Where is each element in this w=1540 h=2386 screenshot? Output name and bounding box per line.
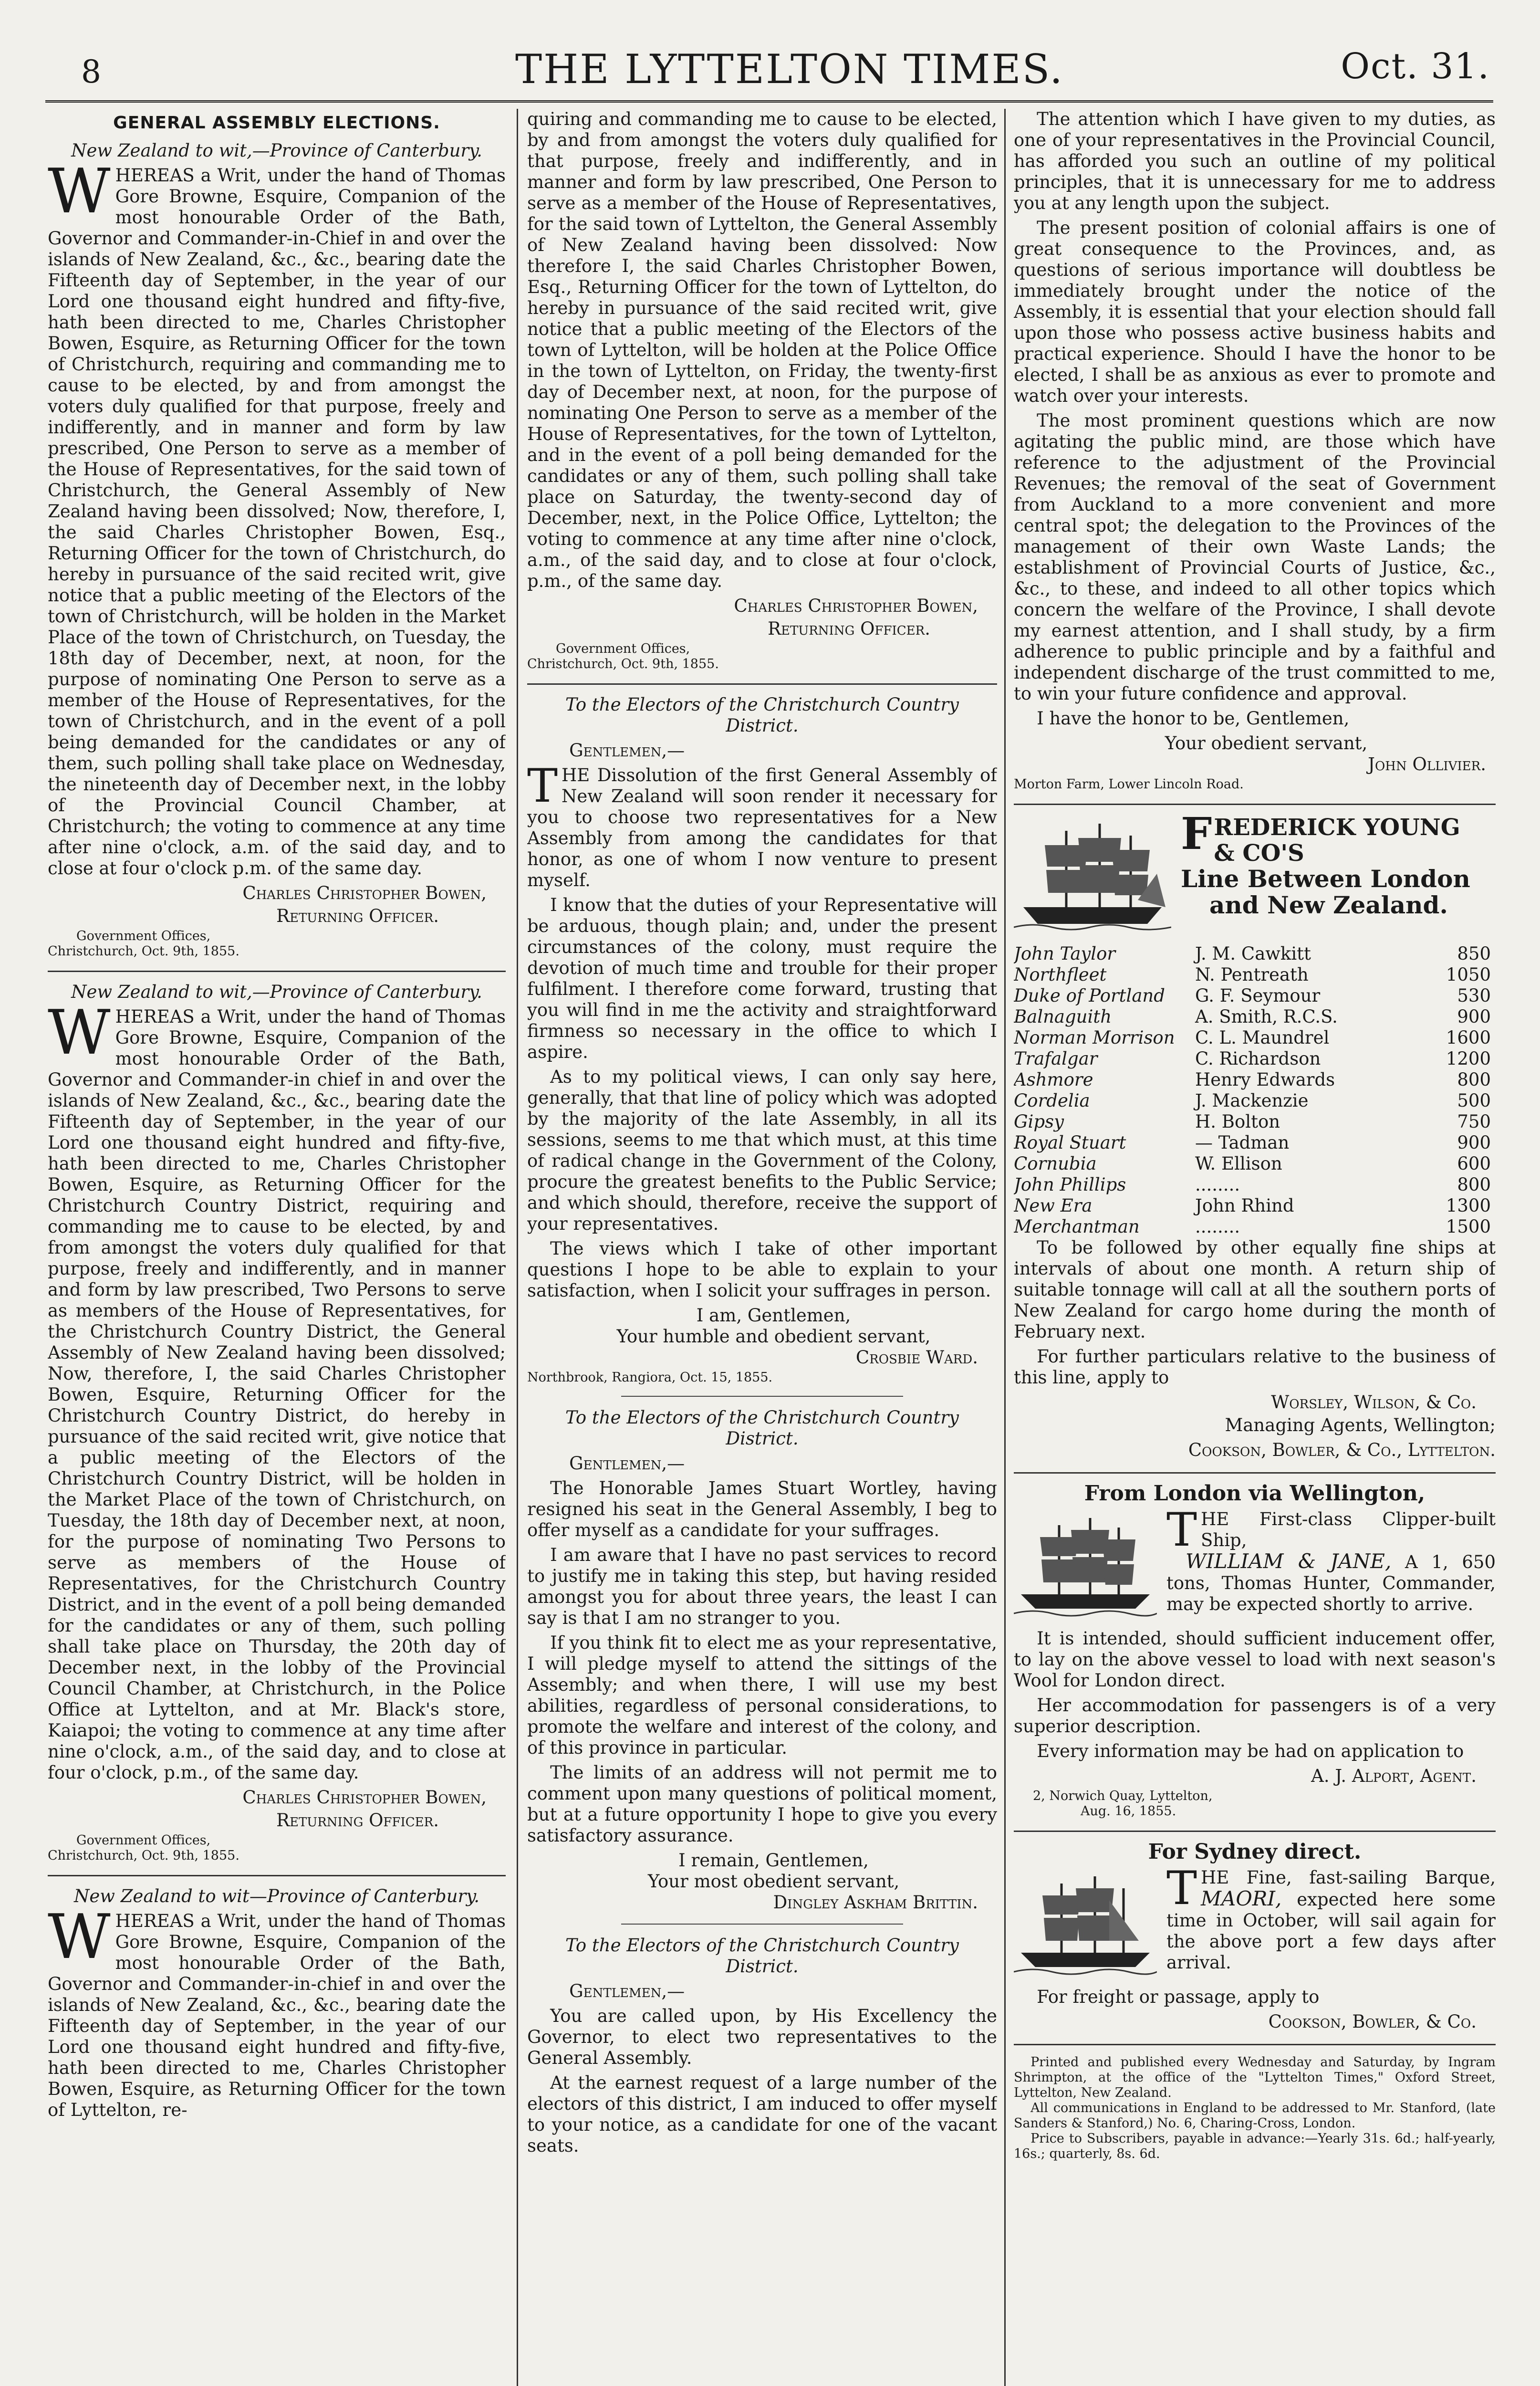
- ship-row: [1014, 1111, 1496, 1132]
- closing-line: Your obedient servant,: [1165, 733, 1368, 753]
- imprint-text: Printed and published every Wednesday and Saturday, by Ingram Shrimpton, at the office of the "Lyttelton Times," Oxford Street, Lyttelton, New Zealand.: [1014, 2055, 1496, 2100]
- address-paragraph: The attention which I have given to my duties, as one of your representatives in the Provincial Council, has afforded you such an outline of my political principles, that it is unnecessary for me to address you at any length upon the subject.: [1014, 109, 1496, 213]
- advert-paragraph: To be followed by other equally fine ships at intervals of about one month. A return ship of suitable tonnage will call at all the southern ports of New Zealand for cargo home during the month of February next.: [1014, 1237, 1496, 1342]
- ship-name: New Era: [1014, 1195, 1093, 1216]
- address-subhead: To the Electors of the Christchurch Country District.: [565, 1407, 959, 1449]
- ship-tonnage: 800: [1457, 1174, 1491, 1195]
- advert-title: REDERICK YOUNG: [1214, 815, 1460, 841]
- address-ollivier: [1014, 109, 1496, 792]
- ship-tonnage: 850: [1457, 943, 1491, 964]
- ship-row: [1014, 1132, 1496, 1153]
- ship-name: Balnaguith: [1014, 1006, 1112, 1027]
- advert-paragraph: Her accommodation for passengers is of a very superior description.: [1014, 1695, 1496, 1737]
- ship-captain: Henry Edwards: [1195, 1069, 1335, 1090]
- advert-title: From London via Wellington,: [1084, 1481, 1426, 1506]
- advert-paragraph: For freight or passage, apply to: [1037, 1987, 1320, 2007]
- ship-captain: W. Ellison: [1195, 1153, 1282, 1174]
- advert-william-jane: [1014, 1483, 1496, 1819]
- notice-role: Returning Officer.: [276, 1810, 439, 1831]
- ship-row: [1014, 1195, 1496, 1216]
- salutation: Gentlemen,—: [569, 1981, 685, 2001]
- address-paragraph: As to my political views, I can only say here, generally, that that line of policy which was adopted by the majority of the late Assembly, in all its sessions, seems to me that which must, at this time of radical change in the Government of the Colony, procure the greatest benefits to the Public Service; and which should, therefore, receive the support of your representatives.: [527, 1067, 997, 1234]
- sailing-ship-illustration: [1014, 1511, 1157, 1621]
- advert-title: & CO'S: [1214, 840, 1304, 867]
- ship-tonnage: 900: [1457, 1006, 1491, 1027]
- ship-list: [1014, 943, 1496, 1237]
- column-divider: [517, 109, 518, 2386]
- ship-name: Cordelia: [1014, 1090, 1090, 1111]
- notice-body: HEREAS a Writ, under the hand of Thomas Gore Browne, Esquire, Companion of the most honourable Order of the Bath, Governor and Commander-in chief in and over the islands of New Zealand, &c., &c., bearing date the Fifteenth day of September, in the year of our Lord one thousand eight hundred and fifty-five, hath been directed to me, Charles Christopher Bowen, Esquire, as Returning Officer for the Christchurch Country District, requiring and commanding me to cause to be elected, by and from amongst the voters duly qualified for that purpose, freely and indifferently, and in manner and form by law prescribed, Two Persons to serve as members of the House of Representatives, for the Christchurch Country District, the General Assembly of New Zealand having been dissolved; Now, therefore, I, the said Charles Christopher Bowen, Esquire, Returning Officer for the Christchurch Country District, do hereby in pursuance of the said recited writ, give notice that a public meeting of the Electors of the Christchurch Country District, will be holden in the Market Place of the town of Christchurch, on Tuesday, the 18th day of December next, at noon, for the purpose of nominating Two Persons to serve as members of the House of Representatives, for the Christchurch Country District, and in the event of a poll being demanded for the candidates or any of them, such polling shall take place on Thursday, the 20th day of December next, in the lobby of the Provincial Council Chamber, at Christchurch, in the Police Office at Lyttelton, and at Mr. Black's store, Kaiapoi; the voting to commence at any time after nine o'clock, a.m., of the said day, and to close at four o'clock, p.m., of the same day.: [48, 1006, 506, 1783]
- ship-name: Duke of Portland: [1014, 985, 1165, 1006]
- ship-name: WILLIAM & JANE,: [1186, 1549, 1392, 1573]
- drop-cap: T: [1166, 1867, 1197, 1915]
- address-place: Morton Farm, Lower Lincoln Road.: [1014, 777, 1244, 792]
- ship-captain: J. M. Cawkitt: [1195, 943, 1311, 964]
- ship-row: [1014, 1153, 1496, 1174]
- column-divider: [1004, 109, 1006, 2386]
- column-2: [527, 109, 997, 2386]
- notice-country-district: [48, 982, 506, 1863]
- address-paragraph: HE Dissolution of the first General Assembly of New Zealand will soon render it necessary for you to choose two representatives for a New Assembly from among the candidates for that honor, as one of whom I now venture to present myself.: [527, 765, 997, 890]
- ship-tonnage: 900: [1457, 1132, 1491, 1153]
- advert-date: Aug. 16, 1855.: [1081, 1804, 1176, 1819]
- ship-row: [1014, 1174, 1496, 1195]
- address-signer: John Ollivier.: [1368, 754, 1486, 774]
- address-paragraph: The most prominent questions which are now agitating the public mind, are those which have reference to the adjustment of the Provincial Revenues; the removal of the seat of Government from Auckland to a more convenient and more central spot; the delegation to the Provinces of the management of their own Waste Lands; the establishment of Provincial Courts of Justice, &c., &c., to these, and indeed to all other topics which concern the welfare of the Province, I shall devote my earnest attention, and I shall study, by a firm adherence to public principle and by a faithful and independent discharge of the trust committed to me, to win your future confidence and approval.: [1014, 410, 1496, 704]
- ship-name: MAORI,: [1201, 1887, 1282, 1910]
- salutation: Gentlemen,—: [569, 740, 685, 761]
- imprint: [1014, 2055, 1496, 2162]
- divider: [527, 683, 997, 685]
- notice-office: Government Offices,: [76, 929, 211, 943]
- ship-name: Norman Morrison: [1014, 1027, 1175, 1048]
- advert-title: Line Between London: [1181, 865, 1470, 893]
- address-signer: Dingley Askham Brittin.: [773, 1892, 978, 1913]
- address-paragraph: I am aware that I have no past services to record to justify me in taking this step, but having resided amongst you for about three years, the least I can say is that I am no stranger to you.: [527, 1545, 997, 1628]
- advert-paragraph: A 1, 650 tons, Thomas Hunter, Commander, may be expected shortly to arrive.: [1166, 1552, 1496, 1614]
- notice-subhead: New Zealand to wit,—Province of Canterbury.: [71, 140, 482, 161]
- advert-title: and New Zealand.: [1209, 891, 1448, 919]
- sailing-ship-illustration: [1014, 1869, 1157, 1979]
- address-paragraph: You are called upon, by His Excellency the Governor, to elect two representatives to the General Assembly.: [527, 2006, 997, 2068]
- address-paragraph: At the earnest request of a large number of the electors of this district, I am induced to offer myself to your notice, as a candidate for one of the vacant seats.: [527, 2072, 997, 2156]
- ship-row: [1014, 1090, 1496, 1111]
- notice-subhead: New Zealand to wit,—Province of Canterbury.: [71, 982, 482, 1002]
- ship-row: [1014, 1069, 1496, 1090]
- ship-row: [1014, 1216, 1496, 1237]
- ship-name: Royal Stuart: [1014, 1132, 1126, 1153]
- divider: [48, 1875, 506, 1876]
- ship-captain: G. F. Seymour: [1195, 985, 1321, 1006]
- address-signer: Crosbie Ward.: [855, 1347, 978, 1368]
- advert-paragraph: Every information may be had on application to: [1037, 1741, 1464, 1761]
- salutation: Gentlemen,—: [569, 1453, 685, 1474]
- ship-name: Ashmore: [1014, 1069, 1093, 1090]
- ship-captain: N. Pentreath: [1195, 964, 1309, 985]
- advert-intro: HE Fine, fast-sailing Barque,: [1201, 1867, 1496, 1888]
- closing-line: Your most obedient servant,: [647, 1871, 900, 1892]
- ship-row: [1014, 1027, 1496, 1048]
- ship-captain: ........: [1195, 1174, 1240, 1195]
- closing-line: I have the honor to be, Gentlemen,: [1037, 708, 1350, 729]
- address-ward: [527, 694, 997, 1385]
- ship-row: [1014, 1006, 1496, 1027]
- drop-cap: F: [1181, 815, 1212, 859]
- masthead: [0, 0, 1540, 100]
- agent-role: Managing Agents, Wellington;: [1225, 1415, 1496, 1435]
- ship-tonnage: 600: [1457, 1153, 1491, 1174]
- ship-name: Merchantman: [1014, 1216, 1140, 1237]
- address-subhead: To the Electors of the Christchurch Country District.: [565, 694, 959, 736]
- ship-captain: C. L. Maundrel: [1195, 1027, 1330, 1048]
- notice-role: Returning Officer.: [768, 618, 930, 639]
- advert-body: [1014, 1867, 1496, 1982]
- ship-tonnage: 1500: [1446, 1216, 1491, 1237]
- address-third: [527, 1935, 997, 2156]
- notice-body: HEREAS a Writ, under the hand of Thomas Gore Browne, Esquire, Companion of the most honourable Order of the Bath, Governor and Commander-in-chief in and over the islands of New Zealand, &c., &c., bearing date the Fifteenth day of September, in the year of our Lord one thousand eight hundred and fifty-five, hath been directed to me, Charles Christopher Bowen, Esquire, as Returning Officer for the town of Lyttelton, re-: [48, 1911, 506, 2120]
- agent-name: Cookson, Bowler, & Co., Lyttelton.: [1188, 1440, 1496, 1460]
- ship-tonnage: 1600: [1446, 1027, 1491, 1048]
- address-subhead: To the Electors of the Christchurch Country District.: [565, 1935, 959, 1977]
- drop-cap: W: [48, 1902, 111, 1973]
- address-paragraph: I know that the duties of your Representative will be arduous, though plain; and, under the present circumstances of the colony, must require the devotion of much time and trouble for their proper fulfilment. I therefore come forward, trusting that you will find in me the activity and straightforward firmness so necessary in the office to which I aspire.: [527, 895, 997, 1062]
- newspaper-title: THE LYTTELTON TIMES.: [515, 46, 1064, 93]
- ship-row: [1014, 985, 1496, 1006]
- ship-row: [1014, 943, 1496, 964]
- ship-name: Gipsy: [1014, 1111, 1064, 1132]
- advert-intro: HE First-class Clipper-built Ship,: [1201, 1509, 1496, 1550]
- notice-subhead: New Zealand to wit—Province of Canterbury.: [74, 1886, 479, 1906]
- address-paragraph: The Honorable James Stuart Wortley, having resigned his seat in the General Assembly, I beg to offer myself as a candidate for your suffrages.: [527, 1478, 997, 1540]
- notice-office: Government Offices,: [76, 1833, 211, 1848]
- notice-lyttelton-continued: [527, 109, 997, 672]
- closing-line: I remain, Gentlemen,: [678, 1850, 869, 1871]
- advert-frederick-young: [1014, 815, 1496, 939]
- divider: [621, 1924, 903, 1925]
- address-place-date: Northbrook, Rangiora, Oct. 15, 1855.: [527, 1370, 773, 1385]
- ship-tonnage: 530: [1457, 985, 1491, 1006]
- advert-body: [1014, 1509, 1496, 1623]
- agent-address: 2, Norwich Quay, Lyttelton,: [1033, 1789, 1213, 1803]
- notice-lyttelton: [48, 1886, 506, 2121]
- notice-body: HEREAS a Writ, under the hand of Thomas Gore Browne, Esquire, Companion of the most honourable Order of the Bath, Governor and Commander-in-Chief in and over the islands of New Zealand, &c., &c., bearing date the Fifteenth day of September, in the year of our Lord one thousand eight hundred and fifty-five, hath been directed to me, Charles Christopher Bowen, Esquire, as Returning Officer for the town of Christchurch, requiring and commanding me to cause to be elected, by and from amongst the voters duly qualified for that purpose, freely and indifferently, and in manner and form by law prescribed, One Person to serve as a member of the House of Representatives, for the said town of Christchurch, the General Assembly of New Zealand having been dissolved; Now, therefore, I, the said Charles Christopher Bowen, Esq., Returning Officer for the town of Christchurch, do hereby in pursuance of the said recited writ, give notice that a public meeting of the Electors of the town of Christchurch, will be holden in the Market Place of the town of Christchurch, on Tuesday, the 18th day of December, next, at noon, for the purpose of nominating One Person to serve as a member of the House of Representatives, for the town of Christchurch, and in the event of a poll being demanded for the candidates or any of them, such polling shall take place on Wednesday, the nineteenth day of December next, in the lobby of the Provincial Council Chamber, at Christchurch; the voting to commence at any time after nine o'clock, a.m. of the said day, and to close at four o'clock p.m. of the same day.: [48, 165, 506, 879]
- ship-tonnage: 500: [1457, 1090, 1491, 1111]
- notice-place-date: Christchurch, Oct. 9th, 1855.: [527, 657, 719, 671]
- ship-name: Northfleet: [1014, 964, 1107, 985]
- notice-signer: Charles Christopher Bowen,: [242, 1787, 487, 1808]
- ship-tonnage: 800: [1457, 1069, 1491, 1090]
- ship-tonnage: 1200: [1446, 1048, 1491, 1069]
- imprint-text: Price to Subscribers, payable in advance:—Yearly 31s. 6d.; half-yearly, 16s.; quarterly, 8s. 6d.: [1014, 2131, 1496, 2161]
- masthead-rule: [45, 100, 1493, 103]
- ship-captain: H. Bolton: [1195, 1111, 1280, 1132]
- advert-paragraph: expected here some time in October, will sail again for the above port a few days after arrival.: [1166, 1889, 1496, 1973]
- divider: [1014, 2044, 1496, 2045]
- address-paragraph: The views which I take of other important questions I hope to be able to explain to your satisfaction, when I solicit your suffrages in person.: [527, 1238, 997, 1301]
- ship-captain: John Rhind: [1195, 1195, 1294, 1216]
- section-heading: GENERAL ASSEMBLY ELECTIONS.: [113, 113, 440, 133]
- drop-cap: T: [1166, 1509, 1197, 1557]
- agent-name: A. J. Alport, Agent.: [1311, 1766, 1477, 1786]
- ship-captain: A. Smith, R.C.S.: [1195, 1006, 1338, 1027]
- address-paragraph: If you think fit to elect me as your representative, I will pledge myself to attend the sittings of the Assembly; and when there, I will use my best abilities, regardless of personal considerations, to promote the welfare and interest of the colony, and of this province in particular.: [527, 1633, 997, 1758]
- notice-office: Government Offices,: [556, 641, 690, 656]
- notice-role: Returning Officer.: [276, 906, 439, 926]
- ship-name: John Taylor: [1014, 943, 1116, 964]
- ship-name: Cornubia: [1014, 1153, 1097, 1174]
- notice-signer: Charles Christopher Bowen,: [734, 596, 978, 616]
- divider: [48, 971, 506, 972]
- divider: [1014, 1831, 1496, 1832]
- page-number: 8: [81, 53, 101, 90]
- ship-name: Trafalgar: [1014, 1048, 1098, 1069]
- advert-maori: [1014, 1842, 1496, 2032]
- drop-cap: W: [48, 156, 111, 227]
- ship-tonnage: 1050: [1446, 964, 1491, 985]
- closing-line: I am, Gentlemen,: [696, 1305, 851, 1326]
- divider: [1014, 804, 1496, 805]
- ship-captain: ........: [1195, 1216, 1240, 1237]
- address-paragraph: The limits of an address will not permit me to comment upon many questions of political moment, but at a future opportunity I hope to give you every satisfactory assurance.: [527, 1762, 997, 1846]
- ship-tonnage: 1300: [1446, 1195, 1491, 1216]
- agent-name: Worsley, Wilson, & Co.: [1271, 1392, 1477, 1413]
- advert-paragraph: For further particulars relative to the business of this line, apply to: [1014, 1346, 1496, 1388]
- issue-date: Oct. 31.: [1341, 46, 1490, 87]
- ship-captain: — Tadman: [1195, 1132, 1290, 1153]
- ship-captain: C. Richardson: [1195, 1048, 1321, 1069]
- divider: [1014, 1472, 1496, 1474]
- ship-row: [1014, 1048, 1496, 1069]
- ship-name: John Phillips: [1014, 1174, 1126, 1195]
- divider: [621, 1396, 903, 1397]
- imprint-text: All communications in England to be addressed to Mr. Stanford, (late Sanders & Stanford,) No. 6, Charing-Cross, London.: [1014, 2101, 1496, 2131]
- address-paragraph: The present position of colonial affairs is one of great consequence to the Provinces, and, as questions of serious importance will doubtless be immediately brought under the notice of the Assembly, it is essential that your election should fall upon those who possess active business habits and practical experience. Should I have the honor to be elected, I shall be as anxious as ever to promote and watch over your interests.: [1014, 218, 1496, 406]
- advert-paragraph: It is intended, should sufficient inducement offer, to lay on the above vessel to load with next season's Wool for London direct.: [1014, 1628, 1496, 1691]
- address-brittin: [527, 1407, 997, 1913]
- ship-row: [1014, 964, 1496, 985]
- drop-cap: W: [48, 997, 111, 1068]
- closing-line: Your humble and obedient servant,: [616, 1326, 931, 1347]
- column-1: [48, 109, 506, 2386]
- ship-captain: J. Mackenzie: [1195, 1090, 1309, 1111]
- notice-christchurch: [48, 140, 506, 959]
- drop-cap: T: [527, 759, 558, 813]
- sailing-ship-illustration: [1014, 816, 1171, 936]
- ship-tonnage: 750: [1457, 1111, 1491, 1132]
- column-3: [1014, 109, 1496, 2386]
- notice-place-date: Christchurch, Oct. 9th, 1855.: [48, 944, 239, 959]
- agent-name: Cookson, Bowler, & Co.: [1268, 2011, 1477, 2032]
- advert-title: For Sydney direct.: [1148, 1840, 1362, 1864]
- notice-signer: Charles Christopher Bowen,: [242, 883, 487, 903]
- notice-place-date: Christchurch, Oct. 9th, 1855.: [48, 1848, 239, 1863]
- notice-body: quiring and commanding me to cause to be elected, by and from amongst the voters duly qualified for that purpose, freely and indifferently, and in manner and form by law prescribed, One Person to serve as a member of the House of Representatives, for the said town of Lyttelton, the General Assembly of New Zealand having been dissolved: Now therefore I, the said Charles Christopher Bowen, Esq., Returning Officer for the town of Lyttelton, do hereby in pursuance of the said recited writ, give notice that a public meeting of the Electors of the town of Lyttelton, will be holden at the Police Office in the town of Lyttelton, on Friday, the twenty-first day of December next, at noon, for the purpose of nominating One Person to serve as a member of the House of Representatives, for the town of Lyttelton, and in the event of a poll being demanded for the candidates or any of them, such polling shall take place on Saturday, the twenty-second day of December, next, in the Police Office, Lyttelton; the voting to commence at any time after nine o'clock, a.m., of the said day, and to close at four o'clock, p.m., of the same day.: [527, 109, 997, 591]
